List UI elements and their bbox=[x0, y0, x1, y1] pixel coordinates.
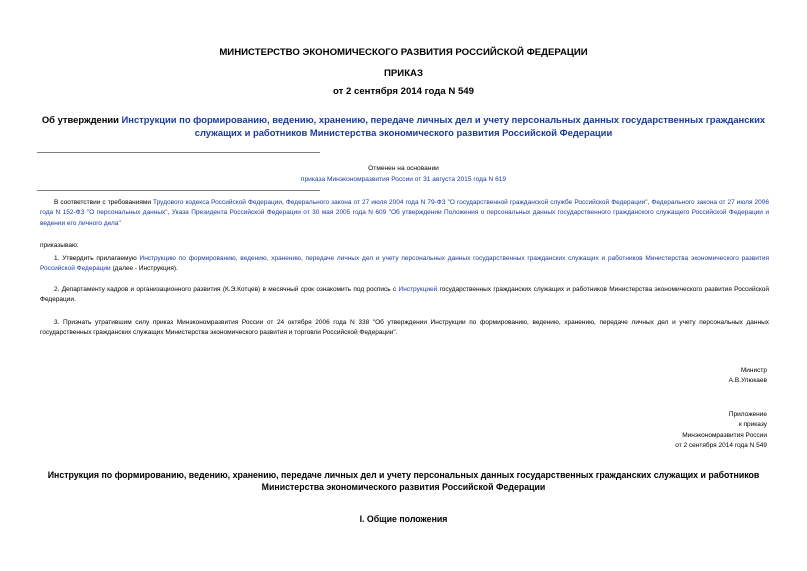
title-instruction-link[interactable]: Инструкции по формированию, ведению, хранению, передаче личных дел и учету персональных данных государственных гражданских служащих и работников Министерства экономического развития Российской Федерации bbox=[121, 114, 766, 138]
item-text: государственных гражданских служащих и работников Министерства экономического развития Российской Федерации. bbox=[40, 286, 769, 304]
preamble-paragraph bbox=[40, 198, 769, 229]
cancellation-note bbox=[200, 164, 607, 185]
signature-block bbox=[729, 366, 767, 387]
appendix-line: к приказу bbox=[738, 421, 767, 429]
order-item-2 bbox=[40, 285, 769, 306]
cancellation-note-text: Отменен на основании bbox=[368, 165, 439, 172]
signatory-name: А.В.Улюкаев bbox=[728, 377, 767, 385]
preamble-text: В соответствии с требованиями bbox=[54, 199, 154, 206]
appendix-line: Приложение bbox=[728, 411, 767, 418]
document-type: ПРИКАЗ bbox=[384, 68, 423, 79]
signatory-position: Министр bbox=[740, 367, 767, 374]
instruction-title: Инструкция по формированию, ведению, хранению, передаче личных дел и учету персональных данных государственных гражданских служащих и работников Министерства экономического развития Российской Федерации bbox=[47, 470, 760, 492]
presidential-decree-609-link[interactable]: Указа Президента Российской Федерации от 30 мая 2005 года N 609 "Об утверждении Положения о персональных данных государственного гражданского служащего Российской Федерации и ведении его личного дела" bbox=[40, 209, 769, 227]
title-prefix: Об утверждении bbox=[41, 114, 122, 125]
preamble-separator: , bbox=[647, 199, 652, 206]
item-text: 1. Утвердить прилагаемую bbox=[54, 255, 140, 262]
preamble-separator: , bbox=[167, 209, 172, 217]
instruction-link[interactable]: Инструкцию по формированию, ведению, хранению, передаче личных дел и учету персональных данных государственных гражданских служащих и работников Министерства экономического развития Российской Федерации bbox=[40, 255, 769, 273]
preamble-separator: , bbox=[282, 199, 286, 206]
appendix-block bbox=[675, 410, 767, 451]
order-item-3: 3. Признать утратившим силу приказ Минэкономразвития России от 24 октября 2006 года N 338 "Об утверждении Инструкции по формированию, ведению, хранению, передаче личных дел и учету персональных данных государственных гражданских служащих Министерства экономического развития и торговли Российской Федерации". bbox=[40, 319, 769, 337]
section-title: I. Общие положения bbox=[359, 514, 448, 524]
appendix-line: от 2 сентября 2014 года N 549 bbox=[675, 441, 767, 449]
item-text: (далее - Инструкция). bbox=[110, 265, 178, 273]
appendix-line: Минэкономразвития России bbox=[682, 431, 767, 439]
labor-code-link[interactable]: Трудового кодекса Российской Федерации bbox=[153, 199, 283, 206]
document-date: от 2 сентября 2014 года N 549 bbox=[333, 86, 474, 97]
separator-top bbox=[37, 152, 320, 153]
federal-law-79-link[interactable]: Федерального закона от 27 июля 2004 года N 79-ФЗ "О государственной гражданской службе Российской Федерации" bbox=[285, 199, 648, 206]
separator-bottom bbox=[37, 190, 320, 191]
federal-law-152-link[interactable]: Федерального закона от 27 июля 2006 года N 152-ФЗ "О персональных данных" bbox=[40, 199, 769, 217]
item-text: 2. Департаменту кадров и организационного развития (К.Э.Котцев) в месячный срок ознакомить под роспись с bbox=[54, 286, 399, 293]
ministry-name: МИНИСТЕРСТВО ЭКОНОМИЧЕСКОГО РАЗВИТИЯ РОССИЙСКОЙ ФЕДЕРАЦИИ bbox=[219, 47, 588, 58]
order-word: приказываю: bbox=[40, 242, 79, 249]
instruction-short-link[interactable]: Инструкцией bbox=[398, 286, 438, 293]
order-item-1 bbox=[40, 254, 769, 275]
cancellation-order-link[interactable]: приказа Минэкономразвития России от 31 августа 2015 года N 619 bbox=[300, 175, 507, 183]
document-title bbox=[36, 114, 771, 139]
